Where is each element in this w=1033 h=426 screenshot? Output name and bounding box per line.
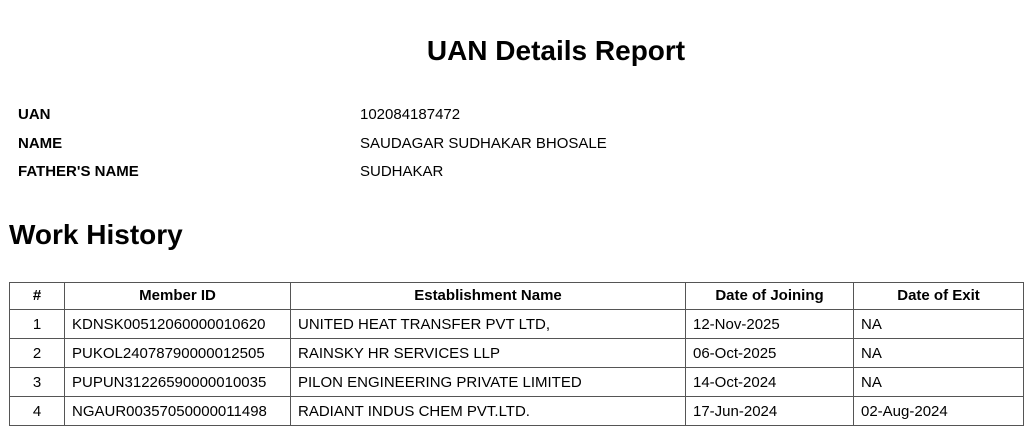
uan-value: 102084187472	[360, 106, 461, 123]
column-header-number: #	[10, 283, 65, 310]
detail-row-name	[18, 133, 718, 162]
column-header-date-of-joining: Date of Joining	[686, 283, 854, 310]
row-number-cell: 3	[10, 368, 65, 397]
establishment-name-cell: RADIANT INDUS CHEM PVT.LTD.	[291, 397, 686, 426]
column-header-date-of-exit: Date of Exit	[854, 283, 1024, 310]
date-of-joining-cell: 17-Jun-2024	[686, 397, 854, 426]
name-label: NAME	[18, 134, 63, 152]
table-row	[10, 368, 1024, 397]
establishment-name-cell: UNITED HEAT TRANSFER PVT LTD,	[291, 310, 686, 339]
date-of-exit-cell: NA	[854, 339, 1024, 368]
uan-label: UAN	[18, 106, 51, 123]
date-of-joining-cell: 14-Oct-2024	[686, 368, 854, 397]
date-of-joining-cell: 12-Nov-2025	[686, 310, 854, 339]
member-id-cell: PUPUN31226590000010035	[65, 368, 291, 397]
table-header-row	[10, 283, 1024, 310]
row-number-cell: 2	[10, 339, 65, 368]
row-number-cell: 4	[10, 397, 65, 426]
column-header-member-id: Member ID	[65, 283, 291, 310]
table-row	[10, 339, 1024, 368]
member-details	[18, 104, 718, 190]
work-history-title: Work History	[9, 219, 183, 250]
work-history-table	[9, 282, 1024, 426]
detail-row-fathers-name	[18, 161, 718, 190]
establishment-name-cell: PILON ENGINEERING PRIVATE LIMITED	[291, 368, 686, 397]
column-header-establishment-name: Establishment Name	[291, 283, 686, 310]
table-row	[10, 397, 1024, 426]
member-id-cell: NGAUR00357050000011498	[65, 397, 291, 426]
member-id-cell: KDNSK00512060000010620	[65, 310, 291, 339]
date-of-exit-cell: 02-Aug-2024	[854, 397, 1024, 426]
detail-row-uan	[18, 104, 718, 133]
row-number-cell: 1	[10, 310, 65, 339]
member-id-cell: PUKOL24078790000012505	[65, 339, 291, 368]
date-of-exit-cell: NA	[854, 368, 1024, 397]
fathers-name-value: SUDHAKAR	[360, 163, 444, 180]
fathers-name-label: FATHER'S NAME	[18, 163, 139, 180]
report-title: UAN Details Report	[426, 35, 686, 66]
date-of-exit-cell: NA	[854, 310, 1024, 339]
establishment-name-cell: RAINSKY HR SERVICES LLP	[291, 339, 686, 368]
name-value: SAUDAGAR SUDHAKAR BHOSALE	[360, 134, 607, 152]
table-row	[10, 310, 1024, 339]
date-of-joining-cell: 06-Oct-2025	[686, 339, 854, 368]
